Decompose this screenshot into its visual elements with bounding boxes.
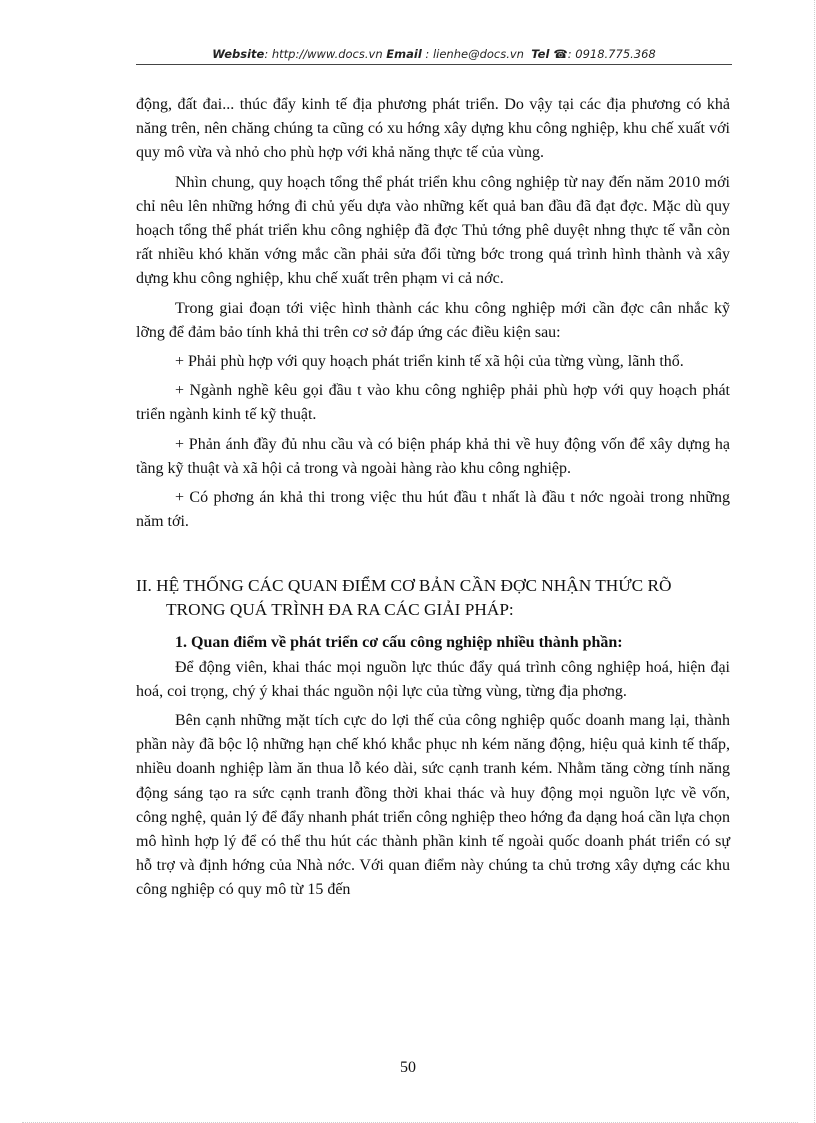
tel-label: Tel ☎ bbox=[531, 47, 568, 61]
website-value: : http://www.docs.vn bbox=[264, 47, 383, 61]
list-item: + Phải phù hợp với quy hoạch phát triển kinh tế xã hội của từng vùng, lãnh thổ. bbox=[175, 353, 684, 371]
tel-value: : 0918.775.368 bbox=[567, 47, 656, 61]
subsection-heading: 1. Quan điểm về phát triển cơ cấu công nghiệp nhiều thành phần: bbox=[175, 634, 623, 652]
page-right-border bbox=[814, 0, 815, 1123]
list-item: + Có phơng án khả thi trong việc thu hút đầu t nhất là đầu t nớc ngoài trong những năm tới. bbox=[136, 489, 730, 531]
header-divider bbox=[136, 64, 732, 65]
website-label: Website bbox=[212, 47, 265, 61]
paragraph: Trong giai đoạn tới việc hình thành các khu công nghiệp mới cần đợc cân nhắc kỹ lỡng để đảm bảo tính khả thi trên cơ sở đáp ứng các điều kiện sau: bbox=[136, 299, 730, 341]
paragraph: Nhìn chung, quy hoạch tổng thể phát triển khu công nghiệp từ nay đến năm 2010 mới chỉ nêu lên những hớng đi chủ yếu dựa vào những kết quả ban đầu đã đạt đợc. Mặc dù quy hoạch tổng thể phát triển khu công nghiệp đã đợc Thủ tớng phê duyệt nhng thực tế vẫn còn rất nhiều khó khăn vớng mắc cần phải sửa đổi từng bớc trong quá trình hình thành và xây dựng khu công nghiệp, khu chế xuất trên phạm vi cả nớc. bbox=[136, 173, 730, 288]
paragraph: Để động viên, khai thác mọi nguồn lực thúc đẩy quá trình công nghiệp hoá, hiện đại hoá, coi trọng, chý ý khai thác nguồn nội lực của từng vùng, từng địa phơng. bbox=[136, 658, 730, 700]
page-number: 50 bbox=[400, 1059, 416, 1076]
page-header bbox=[136, 47, 732, 61]
section-heading: II. HỆ THỐNG CÁC QUAN ĐIỂM CƠ BẢN CẦN ĐỢC NHẬN THỨC RÕ TRONG QUÁ TRÌNH ĐA RA CÁC GIẢI PHÁP: bbox=[136, 576, 672, 619]
document-body bbox=[136, 93, 730, 903]
list-item: + Ngành nghề kêu gọi đầu t vào khu công nghiệp phải phù hợp với quy hoạch phát triển ngành kinh tế kỹ thuật. bbox=[136, 382, 730, 424]
paragraph: động, đất đai... thúc đẩy kinh tế địa phương phát triển. Do vậy tại các địa phương có khả năng trên, nên chăng chúng ta cũng có xu hớng xây dựng khu công nghiệp, khu chế xuất với quy mô vừa và nhỏ cho phù hợp với khả năng thực tế của vùng. bbox=[136, 96, 730, 162]
paragraph: Bên cạnh những mặt tích cực do lợi thế của công nghiệp quốc doanh mang lại, thành phần này đã bộc lộ những hạn chế khó khắc phục nh kém năng động, hiệu quả kinh tế thấp, nhiều doanh nghiệp làm ăn thua lỗ kéo dài, sức cạnh tranh kém. Nhằm tăng cờng tính năng động sáng tạo ra sức cạnh tranh đồng thời khai thác và huy động mọi nguồn lực về vốn, công nghệ, quản lý để đẩy nhanh phát triển công nghiệp theo hớng đa dạng hoá cần lựa chọn mô hình hợp lý để có thể thu hút các thành phần kinh tế ngoài quốc doanh phát triển có sự hỗ trợ và định hớng của Nhà nớc. Với quan điểm này chúng ta chủ trơng xây dựng các khu công nghiệp có quy mô từ 15 đến bbox=[136, 712, 730, 899]
list-item: + Phản ánh đầy đủ nhu cầu và có biện pháp khả thi về huy động vốn để xây dựng hạ tầng kỹ thuật và xã hội cả trong và ngoài hàng rào khu công nghiệp. bbox=[136, 435, 730, 477]
email-label: Email bbox=[386, 47, 422, 61]
email-value: : lienhe@docs.vn bbox=[425, 47, 524, 61]
